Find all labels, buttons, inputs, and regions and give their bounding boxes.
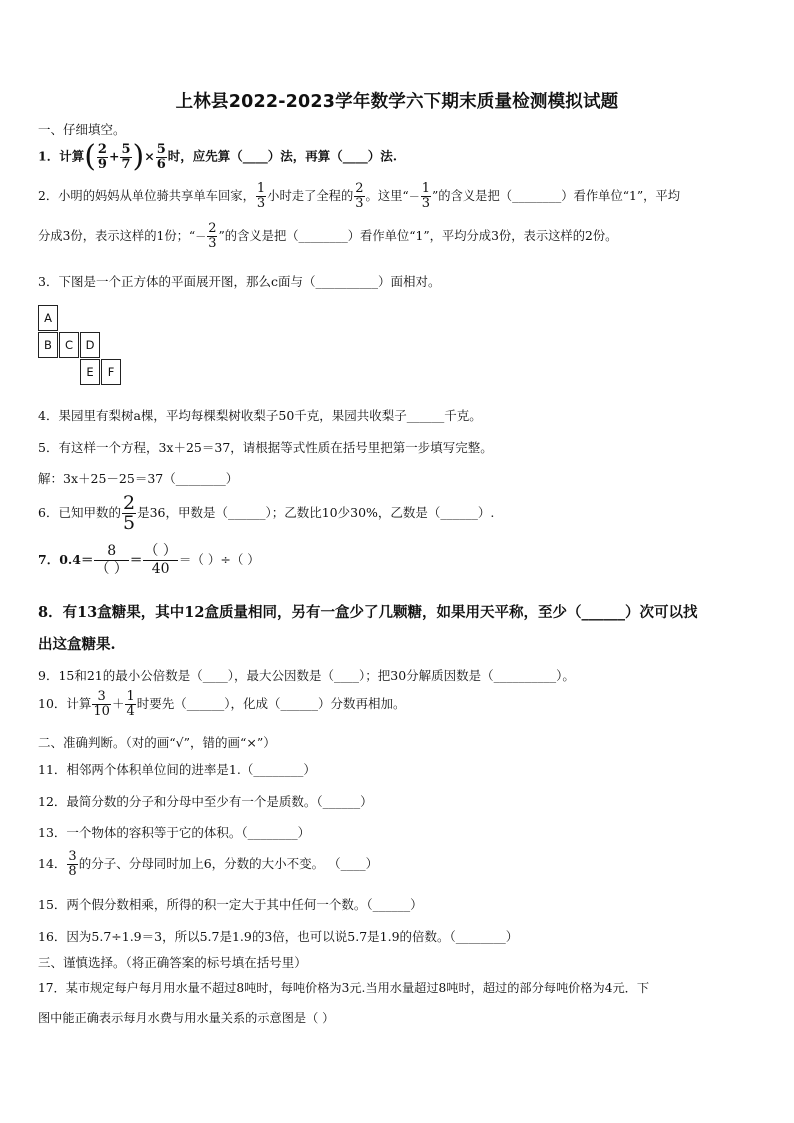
question-7 <box>38 543 260 578</box>
q1-text-b: 时，应先算（____）法，再算（____）法. <box>167 148 398 164</box>
question-16: 16．因为5.7÷1.9＝3，所以5.7是1.9的3倍，也可以说5.7是1.9的倍数。（________） <box>38 929 519 944</box>
q7-text-a: 7．0.4＝ <box>38 552 94 567</box>
q1-plus: + <box>108 148 120 164</box>
question-2-line-2: 分成3份，表示这样的1份；“－ $\frac{2}{3}$ ”的含义是把（________）看作单位“1”，平均分成3份，表示这样的2份。 <box>38 221 618 251</box>
question-8-line-2: 出这盒糖果. <box>38 636 116 653</box>
q2-text-c: 。这里“ <box>365 189 409 203</box>
cube-face-c: C <box>59 332 79 358</box>
question-15: 15．两个假分数相乘，所得的积一定大于其中任何一个数。（______） <box>38 897 423 912</box>
section-2-heading: 二、准确判断。（对的画“√”，错的画“×”） <box>38 735 276 750</box>
question-11: 11．相邻两个体积单位间的进率是1.（________） <box>38 762 316 777</box>
q2-fraction-4: $\frac{2}{3}$ <box>208 221 217 251</box>
q1-close-paren: ) <box>132 139 145 174</box>
q2-fraction-1: $\frac{1}{3}$ <box>256 181 266 211</box>
cube-face-e: E <box>80 359 100 385</box>
question-1 <box>38 139 398 174</box>
q2-text-b: 小时走了全程的 <box>267 189 354 203</box>
q6-text-b: 是36，甲数是（______）；乙数比10少30%，乙数是（______）. <box>137 505 495 520</box>
question-5: 5．有这样一个方程，3x＋25＝37，请根据等式性质在括号里把第一步填写完整。 <box>38 440 493 455</box>
question-17-line-2: 图中能正确表示每月水费与用水量关系的示意图是（ ） <box>38 1011 335 1025</box>
q10-fraction-2: $\frac{1}{4}$ <box>126 689 135 719</box>
question-4: 4．果园里有梨树a棵，平均每棵梨树收梨子50千克，果园共收梨子______千克。 <box>38 408 482 423</box>
q6-fraction: $\frac{2}{5}$ <box>122 492 136 534</box>
q1-fraction-3: $\frac{5}{6}$ <box>156 141 166 172</box>
q7-fraction-1: $\frac{8}{( )}$ <box>95 543 128 577</box>
q2-fraction-3: $\frac{1}{3}$ <box>421 181 430 211</box>
cube-face-a: A <box>38 305 58 331</box>
q7-text-b: ＝（ ）÷（ ） <box>178 552 260 567</box>
q14-fraction: $\frac{3}{8}$ <box>68 849 77 879</box>
page-title: 上林县2022-2023学年数学六下期末质量检测模拟试题 <box>175 92 619 112</box>
q2-text-e: 分成3份，表示这样的1份；“ <box>38 229 196 243</box>
q10-fraction-1: $\frac{3}{10}$ <box>93 689 110 719</box>
question-3: 3．下图是一个正方体的平面展开图，那么c面与（__________）面相对。 <box>38 274 441 289</box>
question-2-line-1: 2．小明的妈妈从单位骑共享单车回家， $\frac{1}{3}$ 小时走了全程的 $\frac{2}{3}$ 。这里“－ $\frac{1}{3}$ ”的含义是把（________）看作单位“1”，平均 <box>38 181 681 211</box>
section-1-heading: 一、仔细填空。 <box>38 122 126 137</box>
question-8-line-1: 8．有13盒糖果，其中12盒质量相同，另有一盒少了几颗糖，如果用天平称，至少（______）次可以找 <box>38 604 698 621</box>
q1-fraction-2: $\frac{5}{7}$ <box>121 141 131 172</box>
q14-text-b: 的分子、分母同时加上6，分数的大小不变。 （____） <box>78 856 379 871</box>
q6-text-a: 6．已知甲数的 <box>38 505 121 520</box>
question-9: 9．15和21的最小公倍数是（____），最大公因数是（____）；把30分解质因数是（__________）。 <box>38 668 575 683</box>
cube-face-b: B <box>38 332 58 358</box>
question-14 <box>38 850 378 879</box>
q10-plus: ＋ <box>111 696 125 711</box>
cube-face-f: F <box>101 359 121 385</box>
q1-fraction-1: $\frac{2}{9}$ <box>97 141 107 172</box>
q2-text-a: 2．小明的妈妈从单位骑共享单车回家， <box>38 189 255 203</box>
q2-text-d: ”的含义是把（________）看作单位“1”，平均 <box>432 189 681 203</box>
q2-text-f: ”的含义是把（________）看作单位“1”，平均分成3份，表示这样的2份。 <box>218 229 618 243</box>
q1-text-a: 1．计算 <box>38 148 85 164</box>
q2-fraction-2: $\frac{2}{3}$ <box>355 181 364 211</box>
q1-open-paren: ( <box>84 139 96 174</box>
question-5-answer: 解：3x＋25－25＝37（________） <box>38 471 239 486</box>
question-13: 13．一个物体的容积等于它的体积。（________） <box>38 825 311 840</box>
question-6 <box>38 494 494 533</box>
question-17-line-1: 17．某市规定每户每月用水量不超过8吨时，每吨价格为3元.当用水量超过8吨时，超过的部分每吨价格为4元．下 <box>38 981 650 995</box>
section-3-heading: 三、谨慎选择。（将正确答案的标号填在括号里） <box>38 955 307 970</box>
q10-text-a: 10．计算 <box>38 696 92 711</box>
q14-text-a: 14． <box>38 856 67 871</box>
q7-fraction-2: $\frac{( )}{40}$ <box>144 543 177 577</box>
q1-times: × <box>144 148 155 164</box>
cube-net-figure <box>38 305 128 387</box>
question-10 <box>38 690 406 719</box>
cube-face-d: D <box>80 332 100 358</box>
q7-equals: ＝ <box>129 552 143 567</box>
q10-text-b: 时要先（______），化成（______）分数再相加。 <box>136 696 406 711</box>
question-12: 12．最简分数的分子和分母中至少有一个是质数。（______） <box>38 794 373 809</box>
